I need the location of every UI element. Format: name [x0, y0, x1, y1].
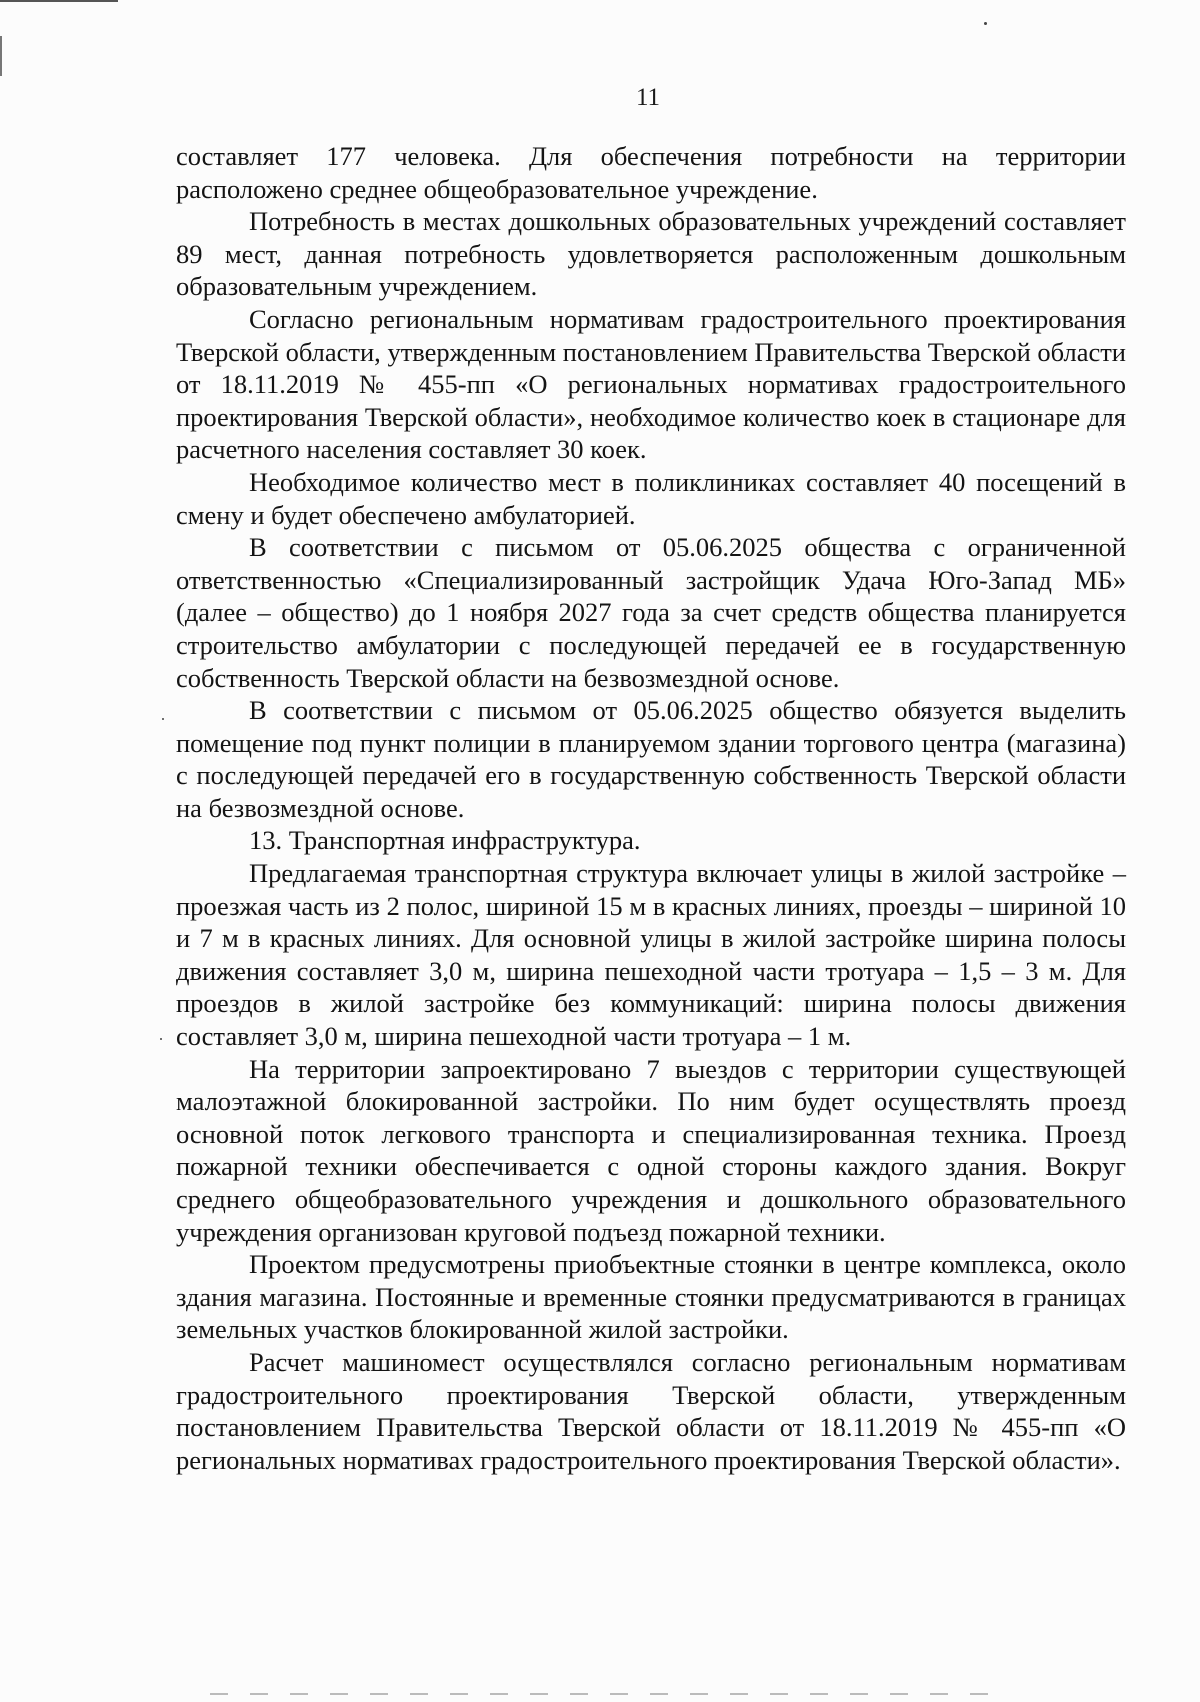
- paragraph: составляет 177 человека. Для обеспечения потребности на территории расположено среднее общеобразовательное учреждение.: [176, 141, 1126, 204]
- scan-speck: [160, 1038, 162, 1040]
- scan-speck: [984, 22, 987, 25]
- paragraph: В соответствии с письмом от 05.06.2025 общество обязуется выделить помещение под пункт полиции в планируемом здании торгового центра (магазина) с последующей передачей его в государственную собственность Тверской области на безвозмездной основе.: [176, 695, 1126, 823]
- page-number: 11: [635, 84, 661, 111]
- paragraph: Проектом предусмотрены приобъектные стоянки в центре комплекса, около здания магазина. Постоянные и временные стоянки предусматриваются в границах земельных участков блокированной жилой застройки.: [176, 1249, 1126, 1345]
- document-body: [176, 140, 1126, 1476]
- paragraph: В соответствии с письмом от 05.06.2025 общества с ограниченной ответственностью «Специализированный застройщик Удача Юго-Запад МБ» (далее – общество) до 1 ноября 2027 года за счет средств общества планируется строительство амбулатории с последующей передачей ее в государственную собственность Тверской области на безвозмездной основе.: [176, 532, 1126, 693]
- paragraph: Необходимое количество мест в поликлиниках составляет 40 посещений в смену и будет обеспечено амбулаторией.: [176, 466, 1126, 530]
- scan-edge-mark: [0, 0, 118, 2]
- paragraph: Предлагаемая транспортная структура включает улицы в жилой застройке – проезжая часть из 2 полос, шириной 15 м в красных линиях, проезды – шириной 10 и 7 м в красных линиях. Для основной улицы в жилой застройке ширина полосы движения составляет 3,0 м, ширина пешеходной части тротуара – 1,5 – 3 м. Для проездов в жилой застройке без коммуникаций: ширина полосы движения составляет 3,0 м, ширина пешеходной части тротуара – 1 м.: [176, 858, 1126, 1052]
- scan-speck: [162, 718, 164, 720]
- paragraph: Расчет машиномест осуществлялся согласно региональным нормативам градостроительного проектирования Тверской области, утвержденным постановлением Правительства Тверской области от 18.11.2019 № 455-пп «О региональных нормативах градостроительного проектирования Тверской области».: [176, 1346, 1126, 1475]
- scan-edge-mark: [0, 36, 2, 76]
- section-heading: 13. Транспортная инфраструктура.: [249, 825, 641, 856]
- scan-bottom-noise: [210, 1693, 1010, 1695]
- paragraph: Согласно региональным нормативам градостроительного проектирования Тверской области, утвержденным постановлением Правительства Тверской области от 18.11.2019 № 455-пп «О региональных нормативах градостроительного проектирования Тверской области», необходимое количество коек в стационаре для расчетного населения составляет 30 коек.: [176, 303, 1126, 465]
- paragraph: Потребность в местах дошкольных образовательных учреждений составляет 89 мест, данная потребность удовлетворяется расположенным дошкольным образовательным учреждением.: [176, 206, 1126, 302]
- paragraph: На территории запроектировано 7 выездов с территории существующей малоэтажной блокированной застройки. По ним будет осуществлять проезд основной поток легкового транспорта и специализированная техника. Проезд пожарной техники обеспечивается с одной стороны каждого здания. Вокруг среднего общеобразовательного учреждения и дошкольного образовательного учреждения организован круговой подъезд пожарной техники.: [176, 1053, 1126, 1247]
